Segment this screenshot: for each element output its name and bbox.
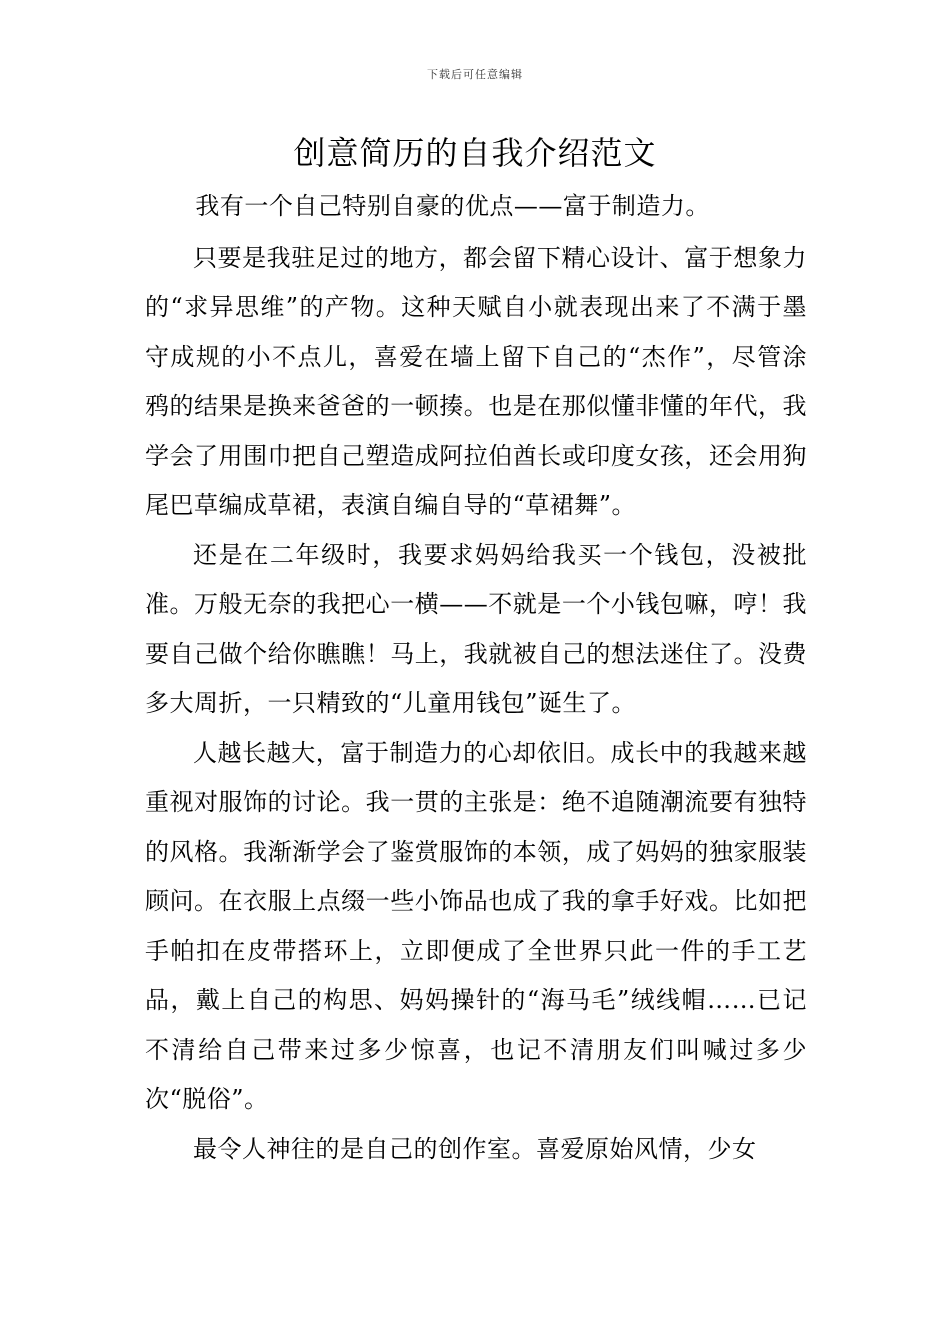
header-note: 下载后可任意编辑 xyxy=(427,68,523,81)
document-body xyxy=(145,182,807,1174)
paragraph-2: 只要是我驻足过的地方，都会留下精心设计、富于想象力的“求异思维”的产物。这种天赋自小就表现出来了不满于墨守成规的小不点儿，喜爱在墙上留下自己的“杰作”，尽管涂鸦的结果是换来爸爸的一顿揍。也是在那似懂非懂的年代，我学会了用围巾把自己塑造成阿拉伯酋长或印度女孩，还会用狗尾巴草编成草裙，表演自编自导的“草裙舞”。 xyxy=(145,243,807,519)
paragraph-4: 人越长越大，富于制造力的心却依旧。成长中的我越来越重视对服饰的讨论。我一贯的主张是：绝不追随潮流要有独特的风格。我渐渐学会了鉴赏服饰的本领，成了妈妈的独家服装顾问。在衣服上点缀一些小饰品也成了我的拿手好戏。比如把手帕扣在皮带搭环上，立即便成了全世界只此一件的手工艺品，戴上自己的构思、妈妈操针的“海马毛”绒线帽……已记不清给自己带来过多少惊喜，也记不清朋友们叫喊过多少次“脱俗”。 xyxy=(145,738,807,1113)
paragraph-3: 还是在二年级时，我要求妈妈给我买一个钱包，没被批准。万般无奈的我把心一横——不就是一个小钱包嘛，哼！我要自己做个给你瞧瞧！马上，我就被自己的想法迷住了。没费多大周折，一只精致的“儿童用钱包”诞生了。 xyxy=(145,540,807,717)
paragraph-1: 我有一个自己特别自豪的优点——富于制造力。 xyxy=(195,192,710,220)
document-title: 创意简历的自我介绍范文 xyxy=(293,134,657,172)
paragraph-5: 最令人神往的是自己的创作室。喜爱原始风情，少女 xyxy=(193,1134,757,1163)
